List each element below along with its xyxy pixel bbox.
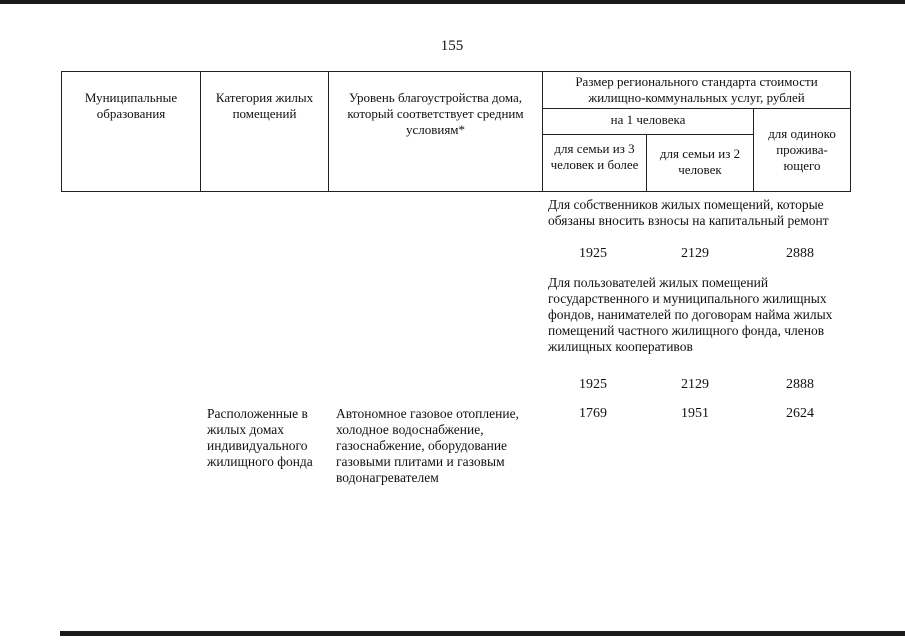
users-single-value: 2888	[786, 377, 814, 392]
header-level: Уровень благоустройства дома, который соответствует средним условиям*	[329, 72, 543, 192]
owners-family3-value: 1925	[579, 246, 607, 261]
private-family3-value: 1769	[579, 406, 607, 421]
header-family3: для семьи из 3 человек и более	[543, 135, 647, 192]
scan-edge-top	[0, 0, 905, 4]
users-note: Для пользователей жилых помещений государственного и муниципального жилищных фондов, нанимателей по договорам найма жилых помещений частного жилищного фонда, членов жилищных кооперативов	[548, 275, 833, 354]
header-size: Размер регионального стандарта стоимости жилищно-коммунальных услуг, рублей	[543, 72, 851, 109]
owners-family2-value: 2129	[681, 246, 709, 261]
private-single-value: 2624	[786, 406, 814, 421]
header-per-person: на 1 человека	[543, 109, 754, 135]
header-municipal: Муниципальные образования	[62, 72, 201, 192]
private-row-level: Автономное газовое отопление, холодное водоснабжение, газоснабжение, оборудование газовыми плитами и газовым водонагревателем	[336, 406, 519, 485]
owners-single-value: 2888	[786, 246, 814, 261]
users-family2-value: 2129	[681, 377, 709, 392]
table-header	[61, 71, 851, 192]
header-family2: для семьи из 2 человек	[647, 135, 754, 192]
scan-edge-bottom	[60, 631, 905, 636]
header-single: для одиноко прожива-ющего	[754, 109, 851, 192]
private-row-category: Расположенные в жилых домах индивидуального жилищного фонда	[207, 406, 313, 469]
header-category: Категория жилых помещений	[201, 72, 329, 192]
users-family3-value: 1925	[579, 377, 607, 392]
private-family2-value: 1951	[681, 406, 709, 421]
owners-note: Для собственников жилых помещений, которые обязаны вносить взносы на капитальный ремонт	[548, 197, 829, 228]
page-number: 155	[440, 38, 464, 54]
